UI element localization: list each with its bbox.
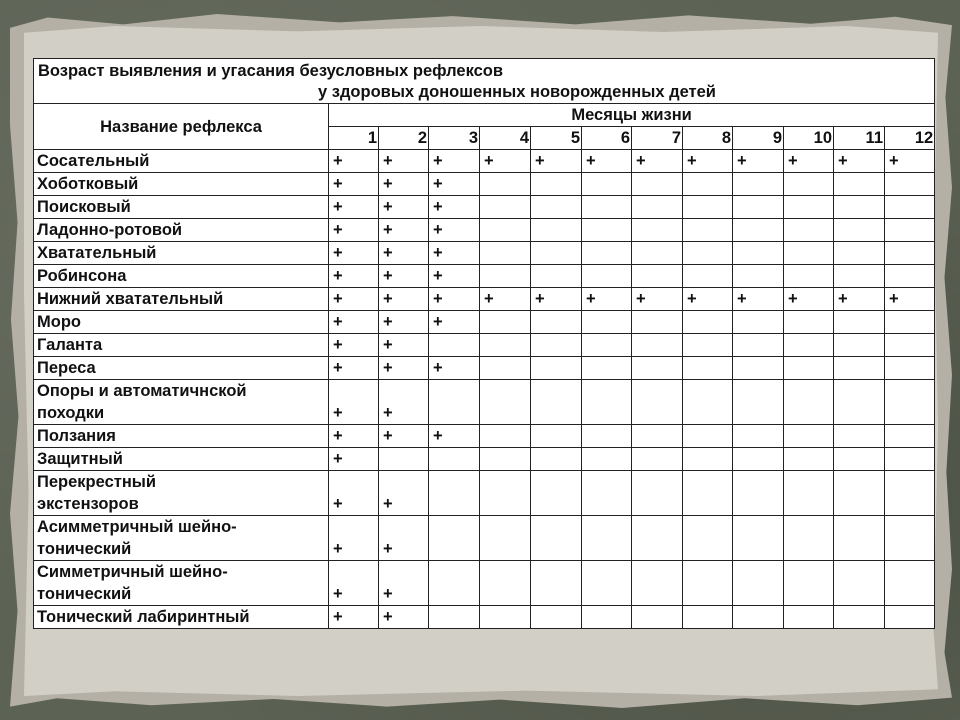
- month-mark-cell: [733, 242, 784, 265]
- month-mark-cell: [834, 561, 885, 606]
- month-mark-cell: [784, 242, 834, 265]
- month-mark-cell: +: [480, 288, 531, 311]
- table-row: [34, 606, 935, 629]
- table-row: [34, 471, 935, 516]
- month-mark-cell: [885, 242, 935, 265]
- month-mark-cell: +: [379, 425, 429, 448]
- month-header-12: 12: [885, 127, 935, 150]
- month-header-6: 6: [582, 127, 632, 150]
- months-header: Месяцы жизни: [329, 104, 935, 127]
- month-mark-cell: [834, 448, 885, 471]
- month-mark-cell: [784, 311, 834, 334]
- month-header-9: 9: [733, 127, 784, 150]
- reflex-name-cell: [34, 173, 329, 196]
- month-mark-cell: [733, 173, 784, 196]
- month-mark-cell: +: [834, 288, 885, 311]
- reflex-table: [33, 58, 935, 629]
- month-mark-cell: [733, 606, 784, 629]
- reflex-name-cell: [34, 334, 329, 357]
- month-mark-cell: [733, 219, 784, 242]
- month-mark-cell: [632, 357, 683, 380]
- table-row: [34, 288, 935, 311]
- month-mark-cell: [379, 448, 429, 471]
- reflex-name-line: Поисковый: [37, 198, 131, 216]
- month-mark-cell: +: [784, 150, 834, 173]
- month-mark-cell: [683, 561, 733, 606]
- month-mark-cell: [683, 471, 733, 516]
- month-mark-cell: [582, 606, 632, 629]
- month-mark-cell: +: [329, 471, 379, 516]
- month-mark-cell: +: [329, 150, 379, 173]
- month-mark-cell: [834, 242, 885, 265]
- reflex-name-cell: [34, 265, 329, 288]
- month-mark-cell: [784, 173, 834, 196]
- month-mark-cell: [632, 311, 683, 334]
- month-mark-cell: [531, 311, 582, 334]
- month-mark-cell: [582, 516, 632, 561]
- month-mark-cell: [582, 448, 632, 471]
- month-mark-cell: [582, 380, 632, 425]
- table-row: [34, 219, 935, 242]
- month-mark-cell: [885, 425, 935, 448]
- month-mark-cell: [885, 219, 935, 242]
- reflex-name-line: экстензоров: [37, 495, 139, 513]
- month-mark-cell: [683, 606, 733, 629]
- table-row: [34, 561, 935, 606]
- reflex-name-line: походки: [37, 404, 105, 422]
- month-mark-cell: +: [429, 425, 480, 448]
- reflex-name-cell: [34, 425, 329, 448]
- month-mark-cell: +: [379, 219, 429, 242]
- reflex-name-line: Хватательный: [37, 244, 157, 262]
- month-header-3: 3: [429, 127, 480, 150]
- month-mark-cell: +: [683, 150, 733, 173]
- month-mark-cell: [632, 516, 683, 561]
- table-row: [34, 516, 935, 561]
- reflex-name-line: Галанта: [37, 336, 103, 354]
- reflex-name-line: тонический: [37, 540, 132, 558]
- month-mark-cell: [834, 196, 885, 219]
- month-mark-cell: [582, 265, 632, 288]
- month-mark-cell: [683, 196, 733, 219]
- month-mark-cell: [531, 242, 582, 265]
- month-mark-cell: [582, 425, 632, 448]
- month-mark-cell: [582, 173, 632, 196]
- month-mark-cell: +: [379, 196, 429, 219]
- month-mark-cell: +: [683, 288, 733, 311]
- reflex-name-cell: [34, 380, 329, 425]
- month-mark-cell: [834, 173, 885, 196]
- month-header-4: 4: [480, 127, 531, 150]
- reflex-name-line: Защитный: [37, 450, 123, 468]
- month-mark-cell: [733, 561, 784, 606]
- month-mark-cell: [784, 448, 834, 471]
- reflex-name-line: Сосательный: [37, 152, 150, 170]
- month-header-1: 1: [329, 127, 379, 150]
- month-mark-cell: +: [329, 173, 379, 196]
- reflex-name-cell: [34, 242, 329, 265]
- reflex-name-line: Хоботковый: [37, 175, 139, 193]
- month-mark-cell: [784, 516, 834, 561]
- month-mark-cell: [632, 561, 683, 606]
- table-row: [34, 380, 935, 425]
- month-mark-cell: [632, 471, 683, 516]
- month-mark-cell: [683, 219, 733, 242]
- month-mark-cell: [834, 219, 885, 242]
- table-row: [34, 448, 935, 471]
- month-mark-cell: [784, 606, 834, 629]
- month-mark-cell: +: [429, 173, 480, 196]
- month-mark-cell: [531, 173, 582, 196]
- month-mark-cell: +: [329, 448, 379, 471]
- month-mark-cell: [582, 561, 632, 606]
- month-mark-cell: [480, 196, 531, 219]
- month-mark-cell: [733, 425, 784, 448]
- month-mark-cell: +: [429, 242, 480, 265]
- reflex-name-cell: [34, 561, 329, 606]
- month-mark-cell: +: [329, 380, 379, 425]
- month-mark-cell: [632, 380, 683, 425]
- reflex-name-cell: [34, 357, 329, 380]
- month-mark-cell: [480, 311, 531, 334]
- reflex-name-cell: [34, 471, 329, 516]
- month-mark-cell: [784, 471, 834, 516]
- reflex-name-cell: [34, 219, 329, 242]
- month-mark-cell: +: [784, 288, 834, 311]
- title-line-1: Возраст выявления и угасания безусловных рефлексов: [38, 62, 504, 80]
- reflex-name-line: Симметричный шейно-: [37, 563, 228, 581]
- month-mark-cell: [733, 471, 784, 516]
- month-mark-cell: [683, 516, 733, 561]
- month-mark-cell: [885, 516, 935, 561]
- month-mark-cell: [429, 516, 480, 561]
- month-mark-cell: [480, 561, 531, 606]
- month-mark-cell: [480, 471, 531, 516]
- month-mark-cell: [480, 380, 531, 425]
- month-mark-cell: [480, 265, 531, 288]
- month-mark-cell: +: [429, 150, 480, 173]
- month-mark-cell: [733, 357, 784, 380]
- month-mark-cell: [632, 448, 683, 471]
- reflex-name-line: Ладонно-ротовой: [37, 221, 183, 239]
- month-mark-cell: +: [885, 150, 935, 173]
- month-mark-cell: [784, 219, 834, 242]
- month-mark-cell: +: [379, 288, 429, 311]
- month-mark-cell: [784, 334, 834, 357]
- month-mark-cell: [531, 196, 582, 219]
- month-mark-cell: [885, 311, 935, 334]
- month-mark-cell: +: [379, 265, 429, 288]
- month-mark-cell: [531, 448, 582, 471]
- month-mark-cell: +: [379, 516, 429, 561]
- month-mark-cell: [531, 357, 582, 380]
- month-mark-cell: +: [329, 242, 379, 265]
- month-mark-cell: [885, 173, 935, 196]
- table-row: [34, 265, 935, 288]
- reflex-name-cell: [34, 448, 329, 471]
- month-mark-cell: [784, 561, 834, 606]
- month-mark-cell: [531, 380, 582, 425]
- month-mark-cell: +: [329, 311, 379, 334]
- month-mark-cell: [683, 311, 733, 334]
- table-row: [34, 311, 935, 334]
- table-row: [34, 173, 935, 196]
- month-mark-cell: [582, 311, 632, 334]
- month-mark-cell: [784, 196, 834, 219]
- month-mark-cell: +: [429, 265, 480, 288]
- reflex-name-line: тонический: [37, 585, 132, 603]
- month-mark-cell: [834, 606, 885, 629]
- month-mark-cell: [683, 357, 733, 380]
- month-mark-cell: +: [733, 150, 784, 173]
- month-mark-cell: [531, 471, 582, 516]
- month-mark-cell: +: [733, 288, 784, 311]
- month-mark-cell: [834, 357, 885, 380]
- month-mark-cell: +: [329, 288, 379, 311]
- reflex-name-cell: [34, 311, 329, 334]
- month-mark-cell: [582, 334, 632, 357]
- month-mark-cell: [582, 471, 632, 516]
- month-mark-cell: [733, 448, 784, 471]
- month-header-10: 10: [784, 127, 834, 150]
- month-mark-cell: [733, 516, 784, 561]
- month-mark-cell: [784, 425, 834, 448]
- table-row: [34, 425, 935, 448]
- month-mark-cell: [582, 242, 632, 265]
- month-mark-cell: [733, 311, 784, 334]
- month-mark-cell: +: [379, 150, 429, 173]
- table-row: [34, 334, 935, 357]
- month-header-7: 7: [632, 127, 683, 150]
- month-mark-cell: [480, 425, 531, 448]
- month-mark-cell: +: [531, 150, 582, 173]
- month-mark-cell: [632, 196, 683, 219]
- month-mark-cell: [632, 425, 683, 448]
- month-header-5: 5: [531, 127, 582, 150]
- month-mark-cell: +: [329, 561, 379, 606]
- reflex-name-line: Перекрестный: [37, 473, 157, 491]
- month-mark-cell: [632, 242, 683, 265]
- reflex-name-line: Опоры и автоматичнской: [37, 382, 247, 400]
- month-mark-cell: [531, 561, 582, 606]
- month-mark-cell: [480, 242, 531, 265]
- month-mark-cell: [885, 606, 935, 629]
- month-mark-cell: [429, 448, 480, 471]
- month-mark-cell: [531, 425, 582, 448]
- month-mark-cell: [733, 265, 784, 288]
- month-mark-cell: [834, 380, 885, 425]
- month-mark-cell: +: [379, 357, 429, 380]
- month-mark-cell: +: [379, 380, 429, 425]
- month-mark-cell: [582, 357, 632, 380]
- reflex-name-line: Переса: [37, 359, 96, 377]
- month-mark-cell: [480, 606, 531, 629]
- month-mark-cell: [784, 265, 834, 288]
- month-mark-cell: [733, 380, 784, 425]
- month-mark-cell: [632, 606, 683, 629]
- month-mark-cell: [885, 265, 935, 288]
- month-mark-cell: [885, 561, 935, 606]
- month-mark-cell: [683, 380, 733, 425]
- month-header-8: 8: [683, 127, 733, 150]
- month-mark-cell: +: [329, 606, 379, 629]
- month-mark-cell: +: [379, 471, 429, 516]
- table-row: [34, 150, 935, 173]
- month-mark-cell: [683, 448, 733, 471]
- table-row: [34, 242, 935, 265]
- month-mark-cell: +: [379, 311, 429, 334]
- month-mark-cell: +: [632, 150, 683, 173]
- month-mark-cell: +: [834, 150, 885, 173]
- month-mark-cell: [480, 448, 531, 471]
- month-mark-cell: [834, 425, 885, 448]
- reflex-name-cell: [34, 196, 329, 219]
- reflex-name-line: Робинсона: [37, 267, 127, 285]
- month-mark-cell: +: [429, 219, 480, 242]
- month-mark-cell: [834, 516, 885, 561]
- month-mark-cell: +: [379, 606, 429, 629]
- month-mark-cell: [784, 357, 834, 380]
- month-mark-cell: +: [329, 196, 379, 219]
- month-mark-cell: +: [429, 311, 480, 334]
- month-mark-cell: [834, 265, 885, 288]
- month-mark-cell: [429, 471, 480, 516]
- month-mark-cell: +: [582, 288, 632, 311]
- reflex-name-line: Нижний хватательный: [37, 290, 224, 308]
- reflex-name-cell: [34, 606, 329, 629]
- month-mark-cell: [429, 606, 480, 629]
- month-mark-cell: [429, 561, 480, 606]
- month-mark-cell: +: [429, 357, 480, 380]
- month-mark-cell: +: [329, 516, 379, 561]
- month-mark-cell: +: [379, 173, 429, 196]
- title-line-2: у здоровых доношенных новорожденных детей: [318, 83, 716, 101]
- reflex-name-line: Ползания: [37, 427, 116, 445]
- table-row: [34, 196, 935, 219]
- reflex-name-cell: [34, 288, 329, 311]
- month-mark-cell: [733, 334, 784, 357]
- month-mark-cell: [885, 334, 935, 357]
- month-mark-cell: [683, 173, 733, 196]
- table-title: [34, 59, 935, 104]
- month-mark-cell: [834, 334, 885, 357]
- month-mark-cell: [632, 334, 683, 357]
- month-mark-cell: [582, 196, 632, 219]
- month-mark-cell: +: [379, 242, 429, 265]
- month-mark-cell: +: [329, 334, 379, 357]
- month-mark-cell: [834, 311, 885, 334]
- month-mark-cell: [683, 334, 733, 357]
- month-mark-cell: [531, 334, 582, 357]
- month-mark-cell: [683, 425, 733, 448]
- month-mark-cell: +: [885, 288, 935, 311]
- reflex-name-cell: [34, 516, 329, 561]
- month-mark-cell: [885, 380, 935, 425]
- reflex-name-line: Моро: [37, 313, 81, 331]
- month-mark-cell: [480, 334, 531, 357]
- month-mark-cell: +: [582, 150, 632, 173]
- month-mark-cell: [683, 242, 733, 265]
- month-mark-cell: [531, 606, 582, 629]
- month-mark-cell: +: [379, 334, 429, 357]
- month-mark-cell: [885, 471, 935, 516]
- month-mark-cell: [632, 265, 683, 288]
- month-mark-cell: [531, 265, 582, 288]
- month-header-2: 2: [379, 127, 429, 150]
- month-mark-cell: [480, 516, 531, 561]
- reflex-name-header: Название рефлекса: [34, 104, 329, 150]
- month-mark-cell: [582, 219, 632, 242]
- reflex-name-line: Асимметричный шейно-: [37, 518, 237, 536]
- month-mark-cell: +: [329, 425, 379, 448]
- month-mark-cell: [834, 471, 885, 516]
- month-mark-cell: [480, 219, 531, 242]
- table-body: [34, 150, 935, 629]
- month-mark-cell: [885, 357, 935, 380]
- month-mark-cell: [632, 173, 683, 196]
- month-mark-cell: [632, 219, 683, 242]
- reflex-name-line: Тонический лабиринтный: [37, 608, 250, 626]
- month-mark-cell: [885, 448, 935, 471]
- month-mark-cell: [429, 380, 480, 425]
- reflex-name-cell: [34, 150, 329, 173]
- month-header-11: 11: [834, 127, 885, 150]
- month-mark-cell: [784, 380, 834, 425]
- month-mark-cell: +: [329, 265, 379, 288]
- month-mark-cell: [480, 173, 531, 196]
- month-mark-cell: [733, 196, 784, 219]
- month-mark-cell: [480, 357, 531, 380]
- month-mark-cell: +: [329, 357, 379, 380]
- table-row: [34, 357, 935, 380]
- month-mark-cell: [429, 334, 480, 357]
- month-mark-cell: +: [632, 288, 683, 311]
- month-mark-cell: [531, 219, 582, 242]
- month-mark-cell: [531, 516, 582, 561]
- month-mark-cell: +: [480, 150, 531, 173]
- month-mark-cell: +: [329, 219, 379, 242]
- month-mark-cell: [683, 265, 733, 288]
- month-mark-cell: +: [379, 561, 429, 606]
- month-mark-cell: [885, 196, 935, 219]
- month-mark-cell: +: [429, 196, 480, 219]
- month-mark-cell: +: [429, 288, 480, 311]
- month-mark-cell: +: [531, 288, 582, 311]
